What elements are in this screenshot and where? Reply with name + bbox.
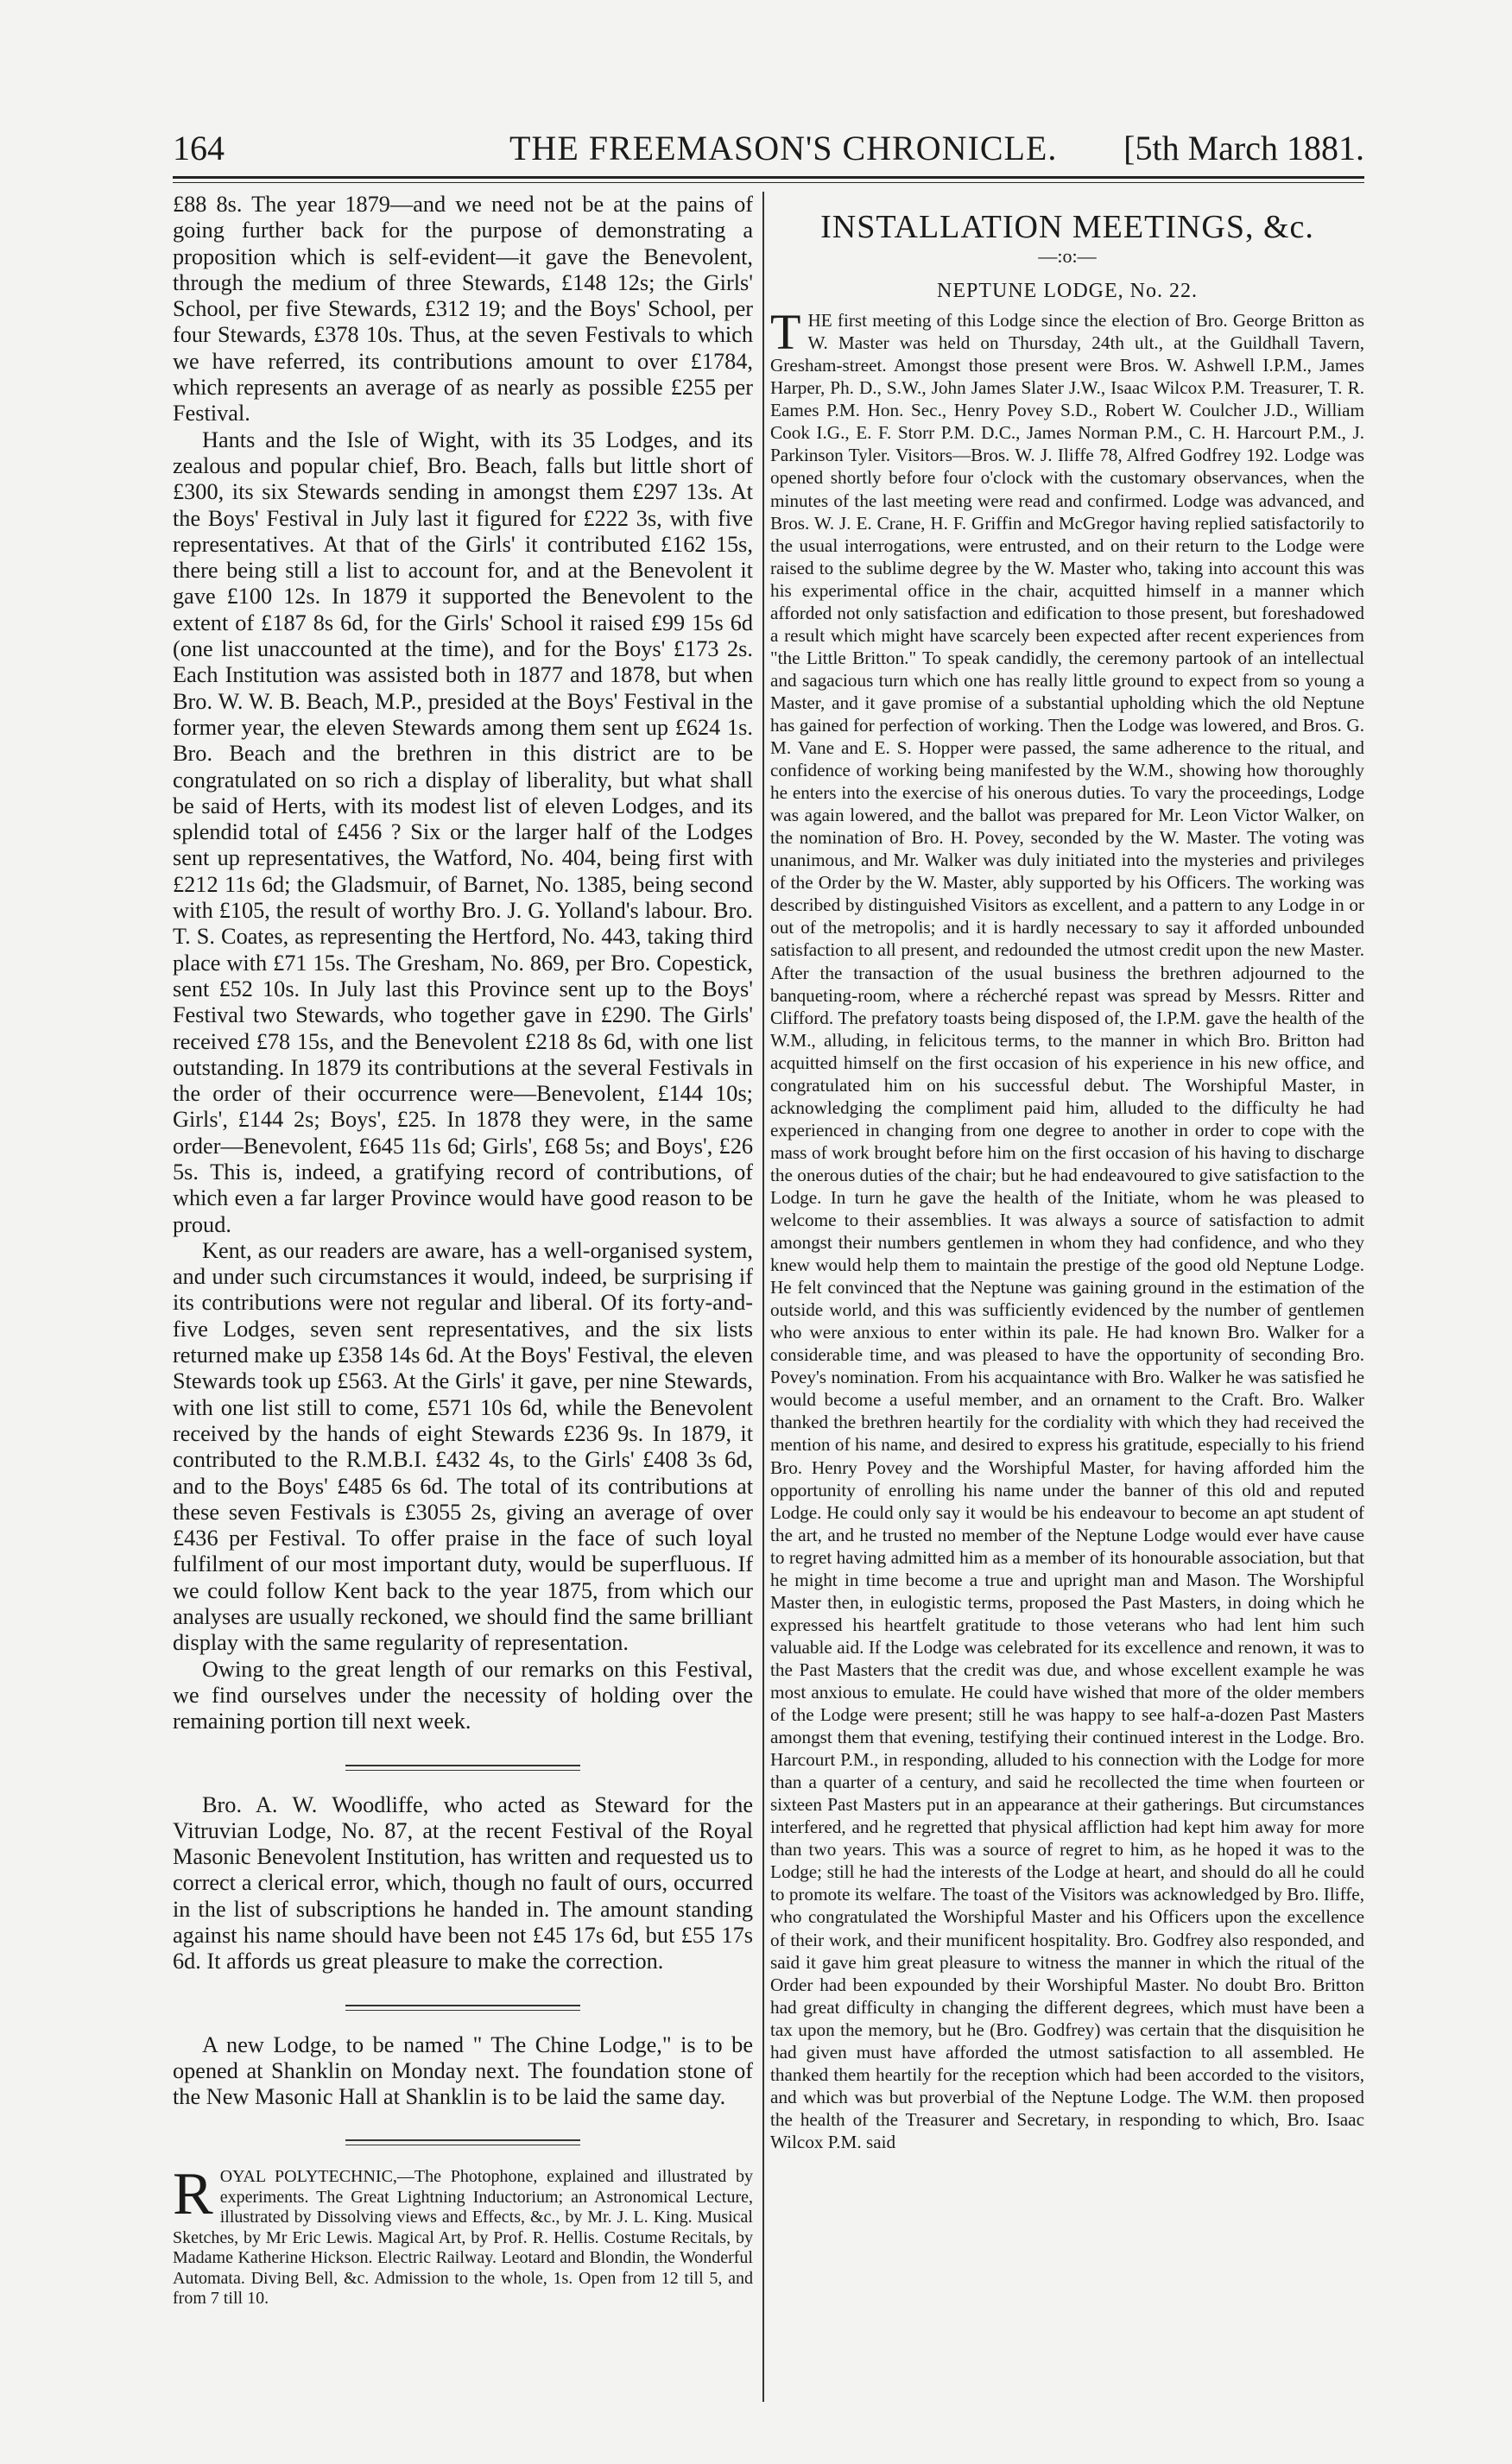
right-column (770, 192, 1364, 2402)
polytechnic-text: OYAL POLYTECHNIC,—The Photophone, explained and illustrated by experiments. The Great Lightning Inductorium; an Astronomical Lecture, illustrated by Dissolving views and Effects, &c., by Mr. J. L. King. Musical Sketches, by Mr Eric Lewis. Magical Art, by Prof. R. Hellis. Costume Recitals, by Madame Katherine Hickson. Electric Railway. Leotard and Blondin, the Wonderful Automata. Diving Bell, &c. Admission to the whole, 1s. Open from 12 till 5, and from 7 till 10. (173, 2167, 753, 2308)
article-paragraph: £88 8s. The year 1879—and we need not be at the pains of going further back for the purpose of demonstrating a proposition which is self-evident—it gave the Benevolent, through the medium of three Stewards, £148 12s; the Girls' School, per five Stewards, £312 19; and the Boys' School, per four Stewards, £378 10s. Thus, at the seven Festivals to which we have referred, its contributions amount to over £1784, which represents an average of as nearly as possible £255 per Festival. (173, 192, 753, 426)
drop-cap: T (770, 304, 801, 361)
polytechnic-advert (173, 2161, 753, 2309)
drop-cap: R (173, 2161, 213, 2228)
section-title: INSTALLATION MEETINGS, &c. (820, 209, 1314, 245)
section-divider (345, 1765, 580, 1766)
lodge-heading: NEPTUNE LODGE, No. 22. (937, 280, 1198, 303)
lodge-report-text: HE first meeting of this Lodge since the election of Bro. George Britton as W. Master was held on Thursday, 24th ult., at the Guildhall Tavern, Gresham-street. Amongst those present were Bros. W. Ashwell I.P.M., James Harper, Ph. D., S.W., John James Slater J.W., Isaac Wilcox P.M. Treasurer, T. R. Eames P.M. Hon. Sec., Henry Povey S.D., Robert W. Coulcher J.D., William Cook I.G., E. F. Storr P.M. D.C., James Norman P.M., C. H. Harcourt P.M., J. Parkinson Tyler. Visitors—Bros. W. J. Iliffe 78, Alfred Godfrey 192. Lodge was opened shortly before four o'clock with the customary observances, when the minutes of the last meeting were read and confirmed. Lodge was advanced, and Bros. W. J. E. Crane, H. F. Griffin and McGregor having replied satisfactorily to the usual interrogations, were entrusted, and on their return to the Lodge were raised to the sublime degree by the W. Master who, taking into account this was his experimental office in the chair, acquitted himself in a manner which afforded not only satisfaction and edification to those present, but foreshadowed a result which might have scarcely been expected after recent experiences from "the Little Britton." To speak candidly, the ceremony partook of an intellectual and sagacious turn which one has really little ground to expect from so young a Master, and it gave promise of a substantial upholding which the old Neptune has gained for perfection of working. Then the Lodge was lowered, and Bros. G. M. Vane and E. S. Hopper were passed, the same adherence to the ritual, and confidence of working being manifested by the W.M., showing how thoroughly he enters into the exercise of his onerous duties. To vary the proceedings, Lodge was again lowered, and the ballot was prepared for Mr. Leon Victor Walker, on the nomination of Bro. H. Povey, seconded by the W. Master. The voting was unanimous, and Mr. Walker was duly initiated into the mysteries and privileges of the Order by the W. Master, ably supported by his Officers. The working was described by distinguished Visitors as excellent, and a pattern to any Lodge in or out of the metropolis; and it is hardly necessary to say it afforded unbounded satisfaction to all present, and redounded the utmost credit upon the new Master. After the transaction of the usual business the brethren adjourned to the banqueting-room, where a récherché repast was spread by Messrs. Ritter and Clifford. The prefatory toasts being disposed of, the I.P.M. gave the health of the W.M., alluding, in felicitous terms, to the manner in which Bro. Britton had acquitted himself on the first occasion of his experience in his new office, and congratulated him on his successful debut. The Worshipful Master, in acknowledging the compliment paid him, alluded to the difficulty he had experienced in changing from one degree to another in order to cope with the mass of work brought before him on the first occasion of his having to discharge the onerous duties of the chair; but he had endeavoured to give satisfaction to the Lodge. In turn he gave the health of the Initiate, whom he was pleased to welcome to their assemblies. It was always a source of satisfaction to admit amongst their numbers gentlemen in whom they had confidence, and who they knew would help them to maintain the prestige of the good old Neptune Lodge. He felt convinced that the Neptune was gaining ground in the estimation of the outside world, and this was sufficiently evidenced by the number of gentlemen who were anxious to enter within its pale. He had known Bro. Walker for a considerable time, and was pleased to have the opportunity of seconding Bro. Povey's nomination. From his acquaintance with Bro. Walker he was satisfied he would become a useful member, and an ornament to the Craft. Bro. Walker thanked the brethren heartily for the cordiality with which they had received the mention of his name, and desired to express his gratitude, especially to his friend Bro. Henry Povey and the Worshipful Master, for having afforded him the opportunity of enrolling his name under the banner of this old and reputed Lodge. He could only say it would be his endeavour to become an apt student of the art, and he trusted no member of the Neptune Lodge would ever have cause to regret having admitted him as a member of its honourable association, but that he might in time become a true and upright man and Mason. The Worshipful Master then, in eulogistic terms, proposed the Past Masters, in doing which he expressed his heartfelt gratitude to those veterans who had lent him such valuable aid. If the Lodge was celebrated for its excellence and renown, it was to the Past Masters that the credit was due, and whose excellent example he was most anxious to emulate. He could have wished that more of the older members of the Lodge were present; still he was happy to see half-a-dozen Past Masters amongst them that evening, testifying their continued interest in the Lodge. Bro. Harcourt P.M., in responding, alluded to his connection with the Lodge for more than a quarter of a century, and said he recollected the time when fourteen or sixteen Past Masters put in an appearance at their gatherings. But circumstances interfered, and he regretted that physical affliction had kept him away for more than two years. This was a source of regret to him, as he hoped it was to the Lodge; still he had the interests of the Lodge at heart, and should do all he could to promote its welfare. The toast of the Visitors was acknowledged by Bro. Iliffe, who congratulated the Worshipful Master and his Officers upon the excellence of their work, and their munificent hospitality. Bro. Godfrey also responded, and said it gave him great pleasure to witness the manner in which the ritual of the Order had been expounded by their Worshipful Master. No doubt Bro. Britton had great difficulty in changing the different degrees, which must have been a tax upon the memory, but he (Bro. Godfrey) was certain that the disquisition he had given must have afforded the utmost satisfaction to all assembled. He thanked them heartily for the reception which had been accorded to the visitors, and which was but proverbial of the Neptune Lodge. The W.M. then proposed the health of the Treasurer and Secretary, in responding to which, Bro. Isaac Wilcox P.M. said (770, 310, 1364, 2152)
article-paragraph: Hants and the Isle of Wight, with its 35 Lodges, and its zealous and popular chief, Bro. Beach, falls but little short of £300, its six Stewards sending in amongst them £297 13s. At the Boys' Festival in July last it figured for £222 3s, with five representatives. At that of the Girls' it contributed £162 15s, there being still a list to account for, and at the Benevolent it gave £100 12s. In 1879 it supported the Benevolent to the extent of £187 8s 6d, for the Girls' School it raised £99 15s 6d (one list unaccounted at the time), and for the Boys' £173 2s. Each Institution was assisted both in 1877 and 1878, but when Bro. W. W. B. Beach, M.P., presided at the Boys' Festival in the former year, the eleven Stewards among them sent up £624 1s. Bro. Beach and the brethren in this district are to be congratulated on so rich a display of liberality, but what shall be said of Herts, with its modest list of eleven Lodges, and its splendid total of £456 ? Six or the larger half of the Lodges sent up representatives, the Watford, No. 404, being first with £212 11s 6d; the Gladsmuir, of Barnet, No. 1385, being second with £105, the result of worthy Bro. J. G. Yolland's labour. Bro. T. S. Coates, as representing the Hertford, No. 443, taking third place with £71 15s. The Gresham, No. 869, per Bro. Copestick, sent £52 10s. In July last this Province sent up to the Boys' Festival two Stewards, who together gave in £290. The Girls' received £78 15s, and the Benevolent £218 8s 6d, with one list outstanding. In 1879 its contributions at the several Festivals in the order of their occurrence were—Benevolent, £144 10s; Girls', £144 2s; Boys', £25. In 1878 they were, in the same order—Benevolent, £645 11s 6d; Girls', £68 5s; and Boys', £26 5s. This is, indeed, a gratifying record of contributions, of which even a far larger Province would have good reason to be proud. (173, 426, 753, 1237)
article-paragraph: Kent, as our readers are aware, has a well-organised system, and under such circumstances it would, indeed, be surprising if its contributions were not regular and liberal. Of its forty-and-five Lodges, seven sent representatives, and the six lists returned make up £358 14s 6d. At the Boys' Festival, the eleven Stewards took up £563. At the Girls' it gave, per nine Stewards, with one list still to come, £571 10s 6d, while the Benevolent received by the hands of eight Stewards £236 9s. In 1879, it contributed to the R.M.B.I. £432 4s, to the Girls' £408 3s 6d, and to the Boys' £485 6s 6d. The total of its contributions at these seven Festivals is £3055 2s, giving an average of over £436 per Festival. To offer praise in the face of such loyal fulfilment of our most important duty, would be superfluous. If we could follow Kent back to the year 1875, from which our analyses are usually reckoned, we should find the same brilliant display with the same regularity of representation. (173, 1237, 753, 1656)
woodliffe-notice: Bro. A. W. Woodliffe, who acted as Steward for the Vitruvian Lodge, No. 87, at the recent Festival of the Royal Masonic Benevolent Institution, has written and requested us to correct a clerical error, which, though no fault of ours, occurred in the list of subscriptions he handed in. The amount standing against his name should have been not £45 17s 6d, but £55 17s 6d. It affords us great pleasure to make the correction. (173, 1791, 753, 1974)
left-column (173, 192, 753, 2385)
section-divider (345, 2005, 580, 2006)
page-number: 164 (173, 129, 225, 167)
section-divider (345, 2139, 580, 2141)
page-header (173, 128, 1364, 180)
header-rule (173, 176, 1364, 179)
header-rule-thin (173, 182, 1364, 183)
column-divider (762, 192, 764, 2402)
chine-lodge-notice: A new Lodge, to be named " The Chine Lodge," is to be opened at Shanklin on Monday next. The foundation stone of the New Masonic Hall at Shanklin is to be laid the same day. (173, 2031, 753, 2110)
article-paragraph: Owing to the great length of our remarks on this Festival, we find ourselves under the necessity of holding over the remaining portion till next week. (173, 1656, 753, 1734)
ornament: —:o:— (1038, 245, 1097, 268)
masthead-title: THE FREEMASON'S CHRONICLE. (509, 129, 1058, 167)
lodge-report (770, 304, 1364, 2153)
issue-date: [5th March 1881. (1123, 129, 1364, 167)
